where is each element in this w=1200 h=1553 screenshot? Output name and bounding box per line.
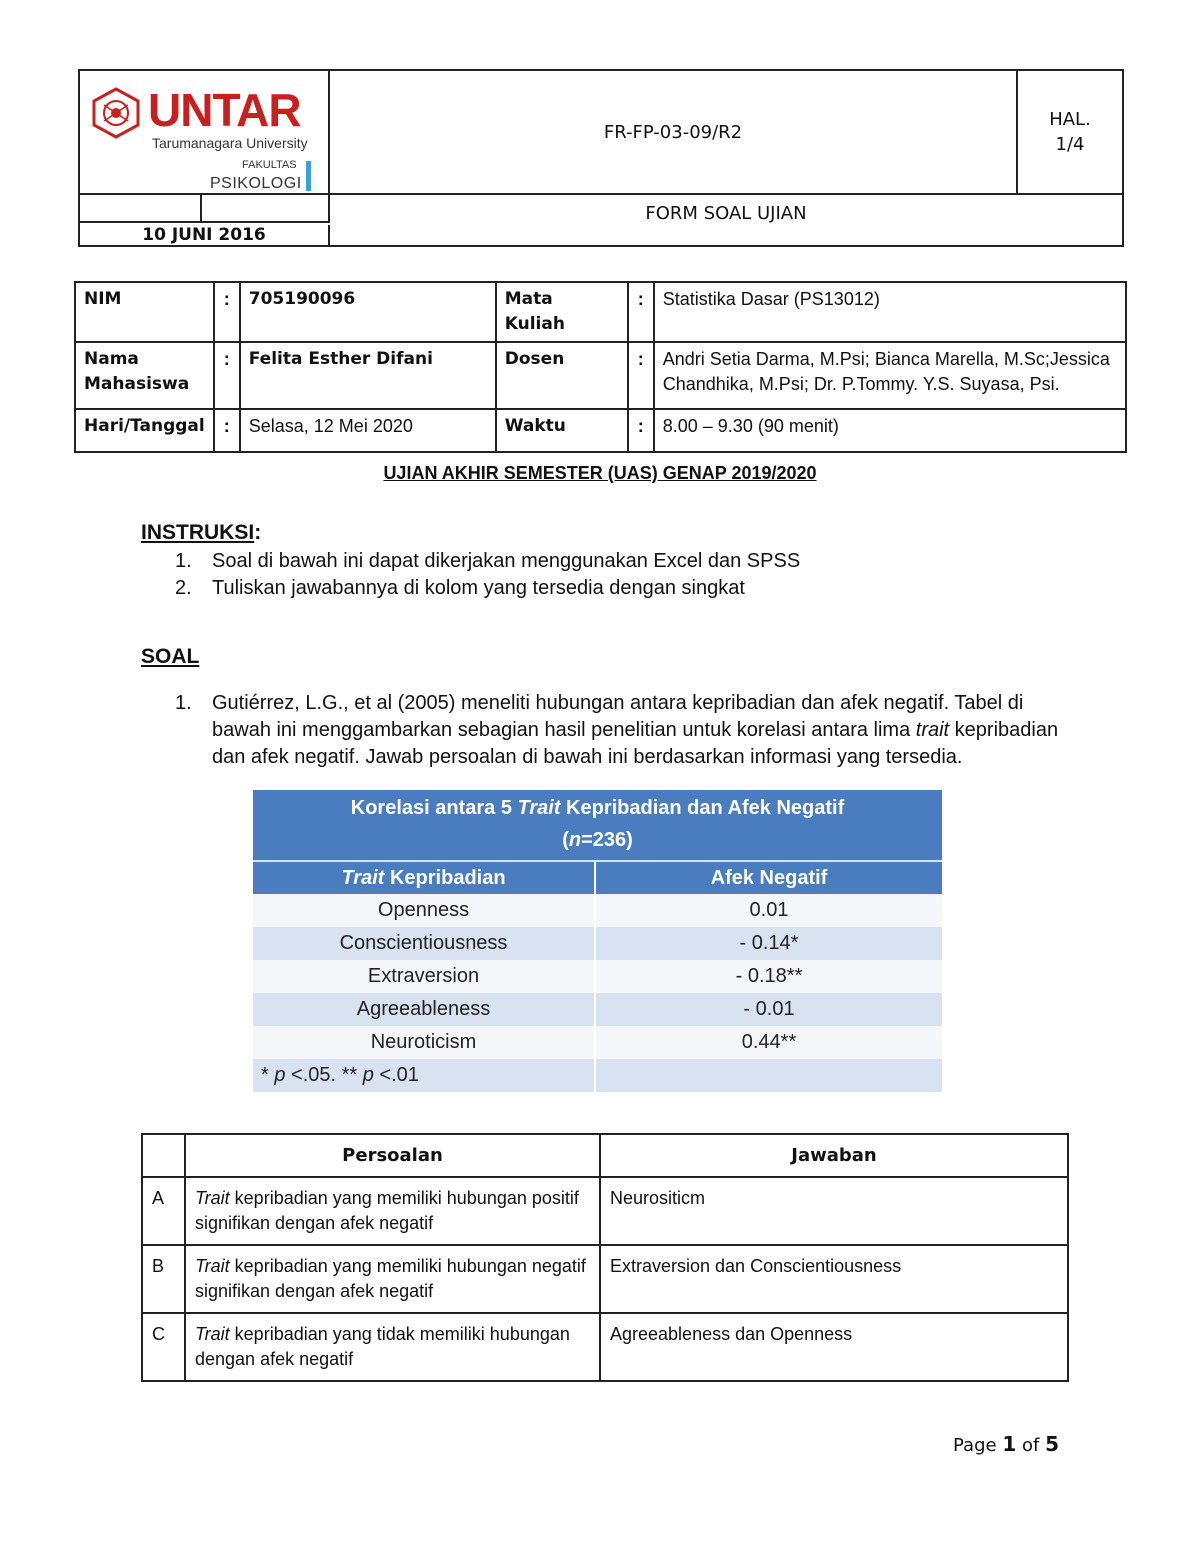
logo-university: Tarumanagara University (152, 135, 308, 151)
page-of: of (1021, 1435, 1040, 1456)
table-row (75, 409, 1126, 452)
caption-line-1 (253, 792, 942, 824)
question-1 (175, 690, 1065, 771)
instruksi-heading-text: INSTRUKSI (141, 521, 255, 544)
form-title: FORM SOAL UJIAN (645, 203, 807, 224)
question-text-italic: trait (915, 719, 950, 741)
caption-line-2 (253, 824, 942, 856)
logo-faculty-label: FAKULTAS (242, 159, 297, 171)
row-letter: B (142, 1245, 185, 1313)
question-rest: kepribadian yang memiliki hubungan negatif signifikan dengan afek negatif (195, 1256, 586, 1301)
table-row (253, 894, 942, 927)
instruksi-colon: : (254, 521, 262, 544)
untar-emblem-icon (90, 87, 142, 139)
soal-heading: SOAL (141, 645, 200, 668)
page-current: 1 (1002, 1432, 1017, 1456)
list-item (175, 575, 1075, 602)
trait-cell: Agreeableness (253, 993, 595, 1026)
value-cell: - 0.18** (595, 960, 942, 993)
table-row (142, 1177, 1068, 1245)
col-jawaban-header: Jawaban (600, 1134, 1068, 1177)
question-italic: Trait (195, 1324, 230, 1344)
list-item (175, 548, 1075, 575)
question-cell (185, 1245, 600, 1313)
colon: : (628, 282, 654, 342)
list-number: 1. (175, 550, 192, 572)
table-row (253, 927, 942, 960)
colon: : (628, 409, 654, 452)
table-caption (253, 790, 942, 861)
list-number: 2. (175, 577, 192, 599)
question-italic: Trait (195, 1256, 230, 1276)
col-trait-header (253, 861, 595, 894)
value-cell: 0.01 (595, 894, 942, 927)
form-header (78, 69, 1124, 247)
colon: : (214, 409, 240, 452)
list-text: Tuliskan jawabannya di kolom yang tersedia dengan singkat (212, 577, 745, 599)
question-text (212, 690, 1065, 771)
colon: : (628, 342, 654, 409)
caption-n-open: ( (562, 829, 569, 851)
trait-cell: Conscientiousness (253, 927, 595, 960)
value-cell: - 0.14* (595, 927, 942, 960)
mata-kuliah-value: Statistika Dasar (PS13012) (654, 282, 1126, 342)
list-text: Soal di bawah ini dapat dikerjakan menggunakan Excel dan SPSS (212, 550, 801, 572)
caption-text-a: Korelasi antara 5 (350, 797, 518, 819)
question-cell (185, 1313, 600, 1381)
form-code: FR-FP-03-09/R2 (330, 71, 1018, 193)
nim-label: NIM (75, 282, 214, 342)
exam-title: UJIAN AKHIR SEMESTER (UAS) GENAP 2019/2020 (383, 463, 817, 483)
question-cell (185, 1177, 600, 1245)
logo-accent-bar (306, 161, 311, 191)
col-afek-header: Afek Negatif (595, 861, 942, 894)
nama-label: Nama Mahasiswa (75, 342, 214, 409)
logo-wordmark: UNTAR (148, 84, 301, 136)
colon: : (214, 282, 240, 342)
note-c: <.01 (373, 1064, 419, 1086)
dosen-value: Andri Setia Darma, M.Psi; Bianca Marella, M.Sc;Jessica Chandhika, M.Psi; Dr. P.Tommy. Y.S. Suyasa, Psi. (654, 342, 1126, 409)
caption-n-rest: =236) (581, 829, 633, 851)
table-note (253, 1059, 595, 1092)
caption-text-b: Kepribadian dan Afek Negatif (560, 797, 845, 819)
caption-n-italic: n (568, 829, 582, 851)
table-row (75, 342, 1126, 409)
note-a: * (261, 1064, 275, 1086)
page-number (953, 1432, 1059, 1456)
page-label: Page (953, 1435, 997, 1456)
caption-italic: Trait (517, 797, 561, 819)
colon: : (214, 342, 240, 409)
hal-value: 1/4 (1055, 134, 1085, 155)
row-letter: A (142, 1177, 185, 1245)
form-date: 10 JUNI 2016 (80, 225, 330, 245)
answer-cell: Extraversion dan Conscientiousness (600, 1245, 1068, 1313)
waktu-value: 8.00 – 9.30 (90 menit) (654, 409, 1126, 452)
nama-value: Felita Esther Difani (240, 342, 496, 409)
tanggal-label: Hari/Tanggal (75, 409, 214, 452)
question-rest: kepribadian yang tidak memiliki hubungan dengan afek negatif (195, 1324, 570, 1369)
empty-cell (595, 1059, 942, 1092)
col-trait-italic: Trait (341, 866, 385, 889)
hal-label: HAL. (1049, 109, 1091, 130)
value-cell: 0.44** (595, 1026, 942, 1059)
table-row (253, 993, 942, 1026)
logo-faculty: PSIKOLOGI (210, 175, 302, 192)
student-info-table (74, 281, 1127, 453)
trait-cell: Extraversion (253, 960, 595, 993)
note-p2: p (362, 1064, 374, 1086)
trait-cell: Openness (253, 894, 595, 927)
col-persoalan-header: Persoalan (185, 1134, 600, 1177)
row-letter: C (142, 1313, 185, 1381)
note-b: <.05. ** (285, 1064, 363, 1086)
table-caption-row (253, 790, 942, 861)
question-rest: kepribadian yang memiliki hubungan positif signifikan dengan afek negatif (195, 1188, 579, 1233)
table-row (253, 1026, 942, 1059)
question-text-b: kepribadian dan afek negatif. Jawab persoalan di bawah ini berdasarkan informasi yang tersedia. (212, 719, 1059, 768)
list-number: 1. (175, 692, 192, 714)
date-subcell-a (80, 195, 202, 223)
trait-cell: Neuroticism (253, 1026, 595, 1059)
value-cell: - 0.01 (595, 993, 942, 1026)
untar-logo (90, 83, 325, 192)
correlation-table (253, 790, 942, 1092)
note-p1: p (274, 1064, 286, 1086)
answer-cell: Agreeableness dan Openness (600, 1313, 1068, 1381)
nim-value: 705190096 (240, 282, 496, 342)
table-row (75, 282, 1126, 342)
page-total: 5 (1045, 1432, 1059, 1456)
mata-kuliah-label: Mata Kuliah (496, 282, 628, 342)
hal-cell (1018, 71, 1122, 193)
col-letter-header (142, 1134, 185, 1177)
table-row (253, 960, 942, 993)
table-header-row (142, 1134, 1068, 1177)
answer-table (141, 1133, 1069, 1382)
dosen-label: Dosen (496, 342, 628, 409)
logo-cell (80, 71, 330, 193)
instruksi-heading (141, 521, 261, 545)
col-trait-rest: Kepribadian (384, 866, 506, 889)
answer-cell: Neurositicm (600, 1177, 1068, 1245)
question-text-a: Gutiérrez, L.G., et al (2005) meneliti hubungan antara kepribadian dan afek negatif. Tabel di bawah ini menggambarkan sebagian hasil penelitian untuk korelasi antara lima (212, 692, 1024, 741)
table-row (142, 1245, 1068, 1313)
date-subcell-b (202, 195, 330, 223)
tanggal-value: Selasa, 12 Mei 2020 (240, 409, 496, 452)
question-italic: Trait (195, 1188, 230, 1208)
table-note-row (253, 1059, 942, 1092)
waktu-label: Waktu (496, 409, 628, 452)
table-row (142, 1313, 1068, 1381)
table-header-row (253, 861, 942, 894)
